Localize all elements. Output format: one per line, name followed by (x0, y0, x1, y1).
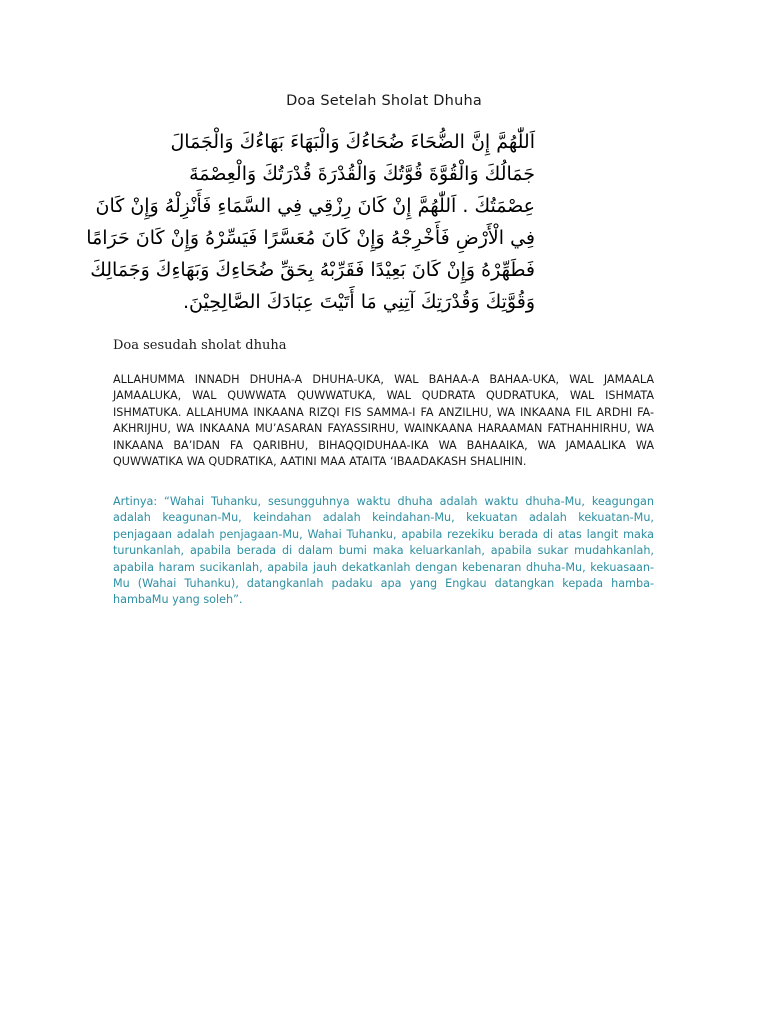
transliteration-paragraph: ALLAHUMMA INNADH DHUHA-A DHUHA-UKA, WAL BAHAA-A BAHAA-UKA, WAL JAMAALA JAMAALUKA, WAL QUWWATA QUWWATUKA, WAL QUDRATA QUDRATUKA, WAL ISHMATA ISHMATUKA. ALLAHUMA INKAANA RIZQI FIS SAMMA-I FA ANZILHU, WA INKAANA FIL ARDHI FA-AKHRIJHU, WA INKAANA MU’ASARAN FAYASSIRHU, WAINKAANA HARAAMAN FATHAHHIRHU, WA INKAANA BA’IDAN FA QARIBHU, BIHAQQIDUHAA-IKA WA BAHAAIKA, WA JAMAALIKA WA QUWWATIKA WA QUDRATIKA, AATINI MAA ATAITA ‘IBAADAKASH SHALIHIN. (113, 373, 654, 469)
arabic-line: فَطَهِّرْهُ وَإِنْ كَانَ بَعِيْدًا فَقَرِّبْهُ بِحَقِّ ضُحَاءِكَ وَبَهَاءِكَ وَجَمَالِكَ (90, 259, 535, 281)
page-title: Doa Setelah Sholat Dhuha (286, 93, 482, 109)
arabic-prayer-text (86, 126, 535, 318)
arabic-line: جَمَالُكَ وَالْقُوَّةَ قُوَّتُكَ وَالْقُدْرَةَ قُدْرَتُكَ وَالْعِصْمَةَ (189, 163, 535, 185)
section-subtitle: Doa sesudah sholat dhuha (113, 338, 287, 353)
arabic-line: وَقُوَّتِكَ وَقُدْرَتِكَ آتِنِي مَا أَتَيْتَ عِبَادَكَ الصَّالِحِيْنَ. (183, 291, 535, 313)
arabic-line: عِصْمَتُكَ . اَللّٰهُمَّ إِنْ كَانَ رِزْقِي فِي السَّمَاءِ فَأَنْزِلْهُ وَإِنْ كَانَ (95, 195, 535, 217)
arabic-line: اَللّٰهُمَّ إِنَّ الضُّحَاءَ ضُحَاءُكَ وَالْبَهَاءَ بَهَاءُكَ وَالْجَمَالَ (170, 131, 535, 153)
arabic-line: فِي الْأَرْضِ فَأَخْرِجْهُ وَإِنْ كَانَ مُعَسَّرًا فَيَسِّرْهُ وَإِنْ كَانَ حَرَامًا (86, 227, 535, 249)
meaning-paragraph: Artinya: “Wahai Tuhanku, sesungguhnya waktu dhuha adalah waktu dhuha-Mu, keagungan adalah keagunan-Mu, keindahan adalah keindahan-Mu, kekuatan adalah kekuatan-Mu, penjagaan adalah penjagaan-Mu, Wahai Tuhanku, apabila rezekiku berada di atas langit maka turunkanlah, apabila berada di dalam bumi maka keluarkanlah, apabila sukar mudahkanlah, apabila haram sucikanlah, apabila jauh dekatkanlah dengan kebenaran dhuha-Mu, kekuasaan-Mu (Wahai Tuhanku), datangkanlah padaku apa yang Engkau datangkan kepada hamba-hambaMu yang soleh”. (113, 495, 654, 607)
